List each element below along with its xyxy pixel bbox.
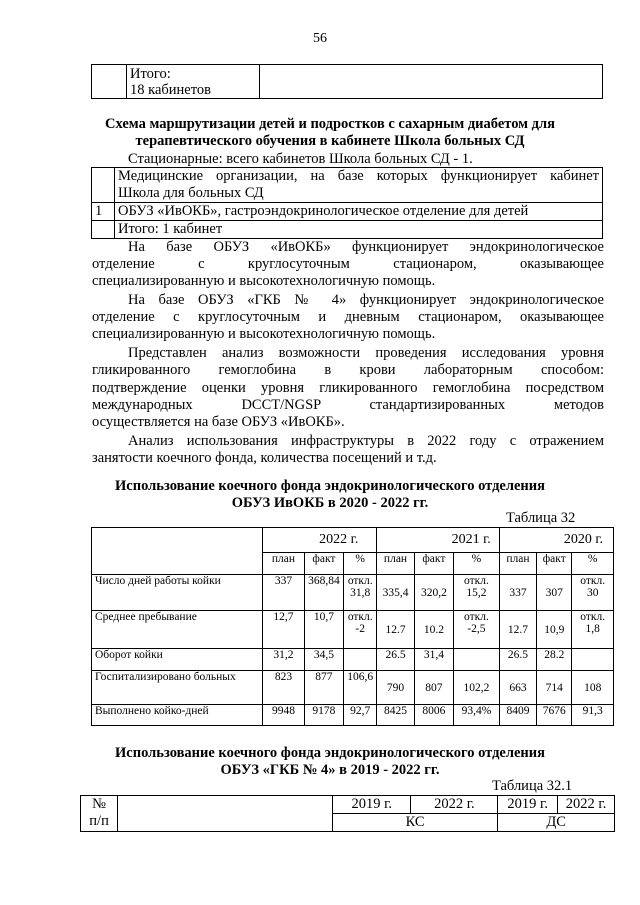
- cell: 91,3: [572, 705, 614, 726]
- cell: 368,84: [304, 575, 343, 611]
- cell: 807: [414, 671, 453, 705]
- table321-number-header: № п/п: [81, 796, 118, 832]
- subheader-plan: план: [377, 553, 414, 575]
- cell: откл. -2,5: [454, 611, 500, 649]
- row-label: Число дней работы койки: [92, 575, 263, 611]
- cell: 12,7: [263, 611, 305, 649]
- table32-caption: Таблица 32: [506, 510, 576, 526]
- routing-title: Схема маршрутизации детей и подростков с сахарным диабетом для терапевтического обучения в кабинете Школа больных СД: [105, 116, 555, 149]
- subheader-percent: %: [454, 553, 500, 575]
- paragraph-1: На базе ОБУЗ «ИвОКБ» функционирует эндокринологическое отделение с круглосуточным стационаром, оказывающее специализированную и высокотехнологичную помощь.: [92, 239, 604, 290]
- table-row: [92, 671, 614, 705]
- cell: 307: [537, 575, 572, 611]
- top-total-label: Итого:: [130, 66, 171, 82]
- subheader-plan: план: [499, 553, 536, 575]
- cell: 108: [572, 671, 614, 705]
- cell: 877: [304, 671, 343, 705]
- cell: 335,4: [377, 575, 414, 611]
- cell: [572, 649, 614, 671]
- cell: 12.7: [377, 611, 414, 649]
- cell: 9178: [304, 705, 343, 726]
- routing-header-row: Медицинские организации, на базе которых функционирует кабинет Школа для больных СД: [92, 168, 603, 203]
- routing-row-number: 1: [92, 203, 115, 221]
- cell: откл. 15,2: [454, 575, 500, 611]
- body-text: [92, 239, 604, 468]
- paragraph-4: Анализ использования инфраструктуры в 2022 году с отражением занятости коечного фонда, количества посещений и т.д.: [92, 433, 604, 467]
- cell: 663: [499, 671, 536, 705]
- routing-header: Медицинские организации, на базе которых функционирует кабинет: [118, 168, 599, 184]
- paragraph-3: Представлен анализ возможности проведения исследования уровня гликированного гемоглобина в крови лабораторным способом: подтверждение оценки уровня гликированного гемоглобина посредством международных DCCT/NGSP стандартизированных методов осуществляется на базе ОБУЗ «ИвОКБ».: [92, 345, 604, 431]
- row-label: Госпитализировано больных: [92, 671, 263, 705]
- cell: 92,7: [344, 705, 377, 726]
- subheader-fact: факт: [304, 553, 343, 575]
- cell: откл. 31,8: [344, 575, 377, 611]
- cell: 8409: [499, 705, 536, 726]
- subheader-percent: %: [572, 553, 614, 575]
- cell: 31,4: [414, 649, 453, 671]
- cell: 106,6: [344, 671, 377, 705]
- cell: 10.2: [414, 611, 453, 649]
- group-ds: ДС: [498, 814, 615, 832]
- top-total-table: [91, 64, 603, 99]
- table321-year-row: [81, 796, 615, 814]
- paragraph-2: На базе ОБУЗ «ГКБ № 4» функционирует эндокринологическое отделение с круглосуточным и дневным стационаром, оказывающее специализированную и высокотехнологичную помощь.: [92, 291, 604, 343]
- table-row: [92, 575, 614, 611]
- cell: откл. 30: [572, 575, 614, 611]
- routing-row-text: ОБУЗ «ИвОКБ», гастроэндокринологическое отделение для детей: [115, 203, 603, 221]
- subheader-fact: факт: [414, 553, 453, 575]
- cell: 31,2: [263, 649, 305, 671]
- table321-title: Использование коечного фонда эндокринологического отделения ОБУЗ «ГКБ № 4» в 2019 - 2022 гг.: [115, 745, 545, 778]
- cell: 10,7: [304, 611, 343, 649]
- cell: откл. -2: [344, 611, 377, 649]
- cell: 337: [499, 575, 536, 611]
- table-row: [92, 221, 603, 239]
- top-total-value: 18 кабинетов: [130, 82, 211, 98]
- table32-year-row: [92, 528, 614, 553]
- cell: откл. 1,8: [572, 611, 614, 649]
- table321: [80, 795, 615, 832]
- cell: 26.5: [499, 649, 536, 671]
- cell: 34,5: [304, 649, 343, 671]
- routing-subtitle: Стационарные: всего кабинетов Школа больных СД - 1.: [128, 151, 473, 167]
- table-row: [92, 705, 614, 726]
- row-label: Выполнено койко-дней: [92, 705, 263, 726]
- cell: 12.7: [499, 611, 536, 649]
- routing-table: [91, 167, 603, 239]
- group-ks: КС: [333, 814, 498, 832]
- row-label: Среднее пребывание: [92, 611, 263, 649]
- year-header: 2022 г.: [558, 796, 615, 814]
- subheader-fact: факт: [537, 553, 572, 575]
- subheader-percent: %: [344, 553, 377, 575]
- cell: 93,4%: [454, 705, 500, 726]
- year-header: 2019 г.: [333, 796, 411, 814]
- cell: 7676: [537, 705, 572, 726]
- cell: 10,9: [537, 611, 572, 649]
- cell: 714: [537, 671, 572, 705]
- cell: [344, 649, 377, 671]
- cell: 320,2: [414, 575, 453, 611]
- year-2022-header: 2022 г.: [263, 528, 377, 553]
- cell: 8006: [414, 705, 453, 726]
- year-2021-header: 2021 г.: [377, 528, 499, 553]
- cell: 26.5: [377, 649, 414, 671]
- year-header: 2022 г.: [411, 796, 498, 814]
- cell: 9948: [263, 705, 305, 726]
- year-header: 2019 г.: [498, 796, 558, 814]
- cell: 790: [377, 671, 414, 705]
- cell: 823: [263, 671, 305, 705]
- cell: 8425: [377, 705, 414, 726]
- table-row: [92, 611, 614, 649]
- row-label: Оборот койки: [92, 649, 263, 671]
- year-2020-header: 2020 г.: [499, 528, 613, 553]
- table32: [91, 527, 614, 726]
- table32-title: Использование коечного фонда эндокринологического отделения ОБУЗ ИвОКБ в 2020 - 2022 гг.: [115, 478, 545, 511]
- routing-total: Итого: 1 кабинет: [115, 221, 603, 239]
- cell: 28.2: [537, 649, 572, 671]
- page-number: 56: [313, 31, 327, 46]
- table-row: [92, 649, 614, 671]
- cell: 337: [263, 575, 305, 611]
- subheader-plan: план: [263, 553, 305, 575]
- cell: 102,2: [454, 671, 500, 705]
- table-row: [92, 203, 603, 221]
- cell: [454, 649, 500, 671]
- table321-caption: Таблица 32.1: [492, 778, 573, 794]
